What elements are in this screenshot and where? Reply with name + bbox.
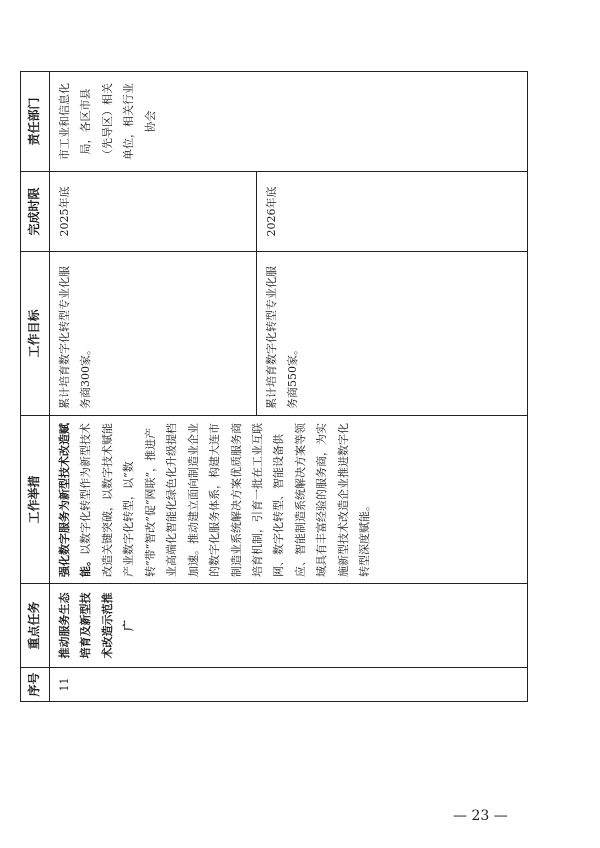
measures-lead: 强化数字服务为新型技术改造赋能。: [58, 423, 93, 577]
task-table: [20, 71, 528, 702]
header-seq: 序号: [21, 668, 50, 702]
header-task: 重点任务: [21, 584, 50, 668]
cell-goal-2: 累计培育数字化转型专业化服务商550家。: [257, 252, 528, 416]
cell-goal-1: 累计培育数字化转型专业化服务商300家。: [50, 252, 257, 416]
page-number: — 23 —: [453, 808, 508, 824]
cell-deadline-2: 2026年底: [257, 172, 528, 252]
header-deadline: 完成时限: [21, 172, 50, 252]
table-header-row: [21, 72, 50, 702]
table-row: [50, 72, 257, 702]
rotated-page-content: [20, 72, 528, 702]
measures-body: 以数字化转型作为新型技术改造关键突破，以数字技术赋能产业数字化转型，以“数转”带“智改”促“网联”，推进产业高端化智能化绿色化升级提档加速。推动建立面向制造业企业的数字化服务体系，构建大连市制造业系统解决方案优质服务商培育机制，引育一批在工业互联网、数字化转型、智能设备供应、智能制造系统解决方案等领域具有丰富经验的服务商，为实施新型技术改造企业推进数字化转型深度赋能。: [79, 423, 372, 577]
header-dept: 责任部门: [21, 72, 50, 172]
header-goal: 工作目标: [21, 252, 50, 416]
cell-deadline-1: 2025年底: [50, 172, 257, 252]
cell-measures: [50, 416, 528, 584]
cell-seq: 11: [50, 668, 528, 702]
header-measures: 工作举措: [21, 416, 50, 584]
cell-dept: 市工业和信息化局，各区市县（先导区）相关单位，相关行业协会: [50, 72, 528, 172]
cell-task: 推动服务生态培育及新型技术改造示范推广: [50, 584, 528, 668]
